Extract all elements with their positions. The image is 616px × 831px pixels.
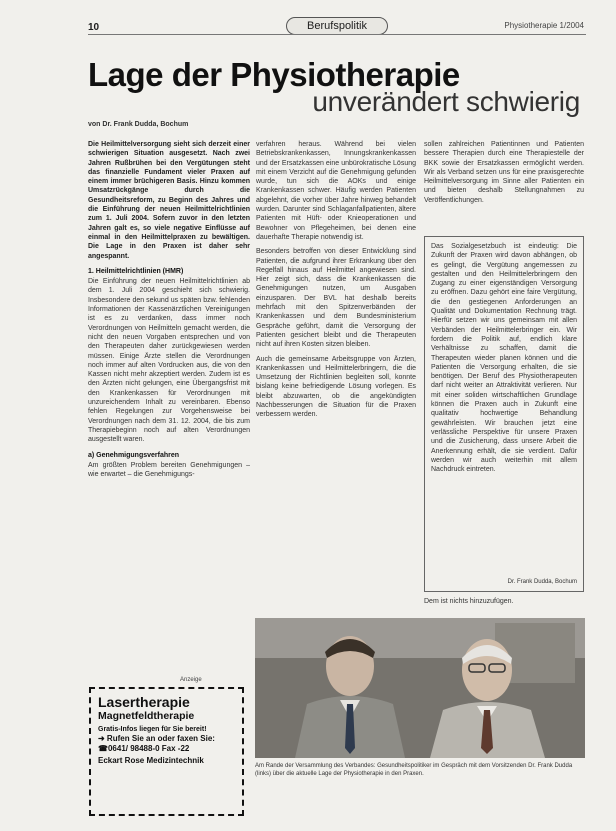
advertisement[interactable] <box>89 687 244 816</box>
article-subtitle: unverändert schwierig <box>312 86 580 117</box>
quote-signature: Dr. Frank Dudda, Bochum <box>507 578 577 585</box>
column-2 <box>256 140 416 615</box>
issue-label: Physiotherapie 1/2004 <box>504 21 584 30</box>
photo-illustration <box>255 618 585 758</box>
ad-call: ➜ Rufen Sie an oder faxen Sie: <box>98 734 215 743</box>
column-3 <box>424 140 584 235</box>
lead-paragraph: Die Heilmittelversorgung sieht sich derzeit einer schwierigen Situation ausgesetzt. Nach zwei Jahren Rußbrühen bei den Vergütungen steht das finanzielle Fundament vieler Praxen auf einem immer brüchigeren Basis. Hinzu kommen Umsatzrückgänge durch die Gesundheitsreform, zu Beginn des Jahres und die Einführung der neuen Heilmittelrichtlinien zum 1. Juli 2004. Sofern zuvor in den letzten Jahren galt es, so viele negative Einflüsse auf einmal in den Heilmittelpraxen zu bewältigen. Die Lage in den Praxen ist daher sehr angespannt. <box>88 141 250 260</box>
page-number: 10 <box>88 22 100 33</box>
article-title: Lage der Physiotherapie <box>88 56 460 93</box>
ad-company: Eckart Rose Medizintechnik <box>98 756 204 765</box>
byline: von Dr. Frank Dudda, Bochum <box>88 121 189 128</box>
ad-headline: Lasertherapie <box>98 694 190 710</box>
header-rule <box>88 34 586 35</box>
ad-subheadline: Magnetfeldtherapie <box>98 710 195 722</box>
body-paragraph: sollen zahlreichen Patientinnen und Patienten bessere Therapien durch eine Therapiestelle der BKK sowie der Ersatzkassen ermöglicht werden. Wir als Verband setzen uns für eine praxisgerechte Heilmittelversorgung im Sinne aller Patienten ein und bieten deshalb Stellungnahmen zu Veröffentlichungen. <box>424 141 584 204</box>
body-paragraph: Am größten Problem bereiten Genehmigungen – wie erwartet – die Genehmigungs- <box>88 461 250 479</box>
ad-phone: ☎0641/ 98488-0 Fax -22 <box>98 744 190 753</box>
body-paragraph: Besonders betroffen von dieser Entwicklung sind Patienten, die aufgrund ihrer Erkrankung über den Regelfall hinaus auf Heilmittel angewiesen sind. Hier zeigt sich, dass die Krankenkassen die Genehmigungen nutzen, um Ausgaben einzusparen. Der BVL hat deshalb bereits mehrfach mit den Spitzenverbänden der Krankenkassen und dem Bundesministerium Gespräche geführt, damit die Versorgung der Patienten gesichert bleibt und die Therapeuten nicht auf ihren Kosten sitzen bleiben. <box>256 248 416 349</box>
closing-line: Dem ist nichts hinzuzufügen. <box>424 598 514 605</box>
section-heading-2: a) Genehmigungsverfahren <box>88 451 180 459</box>
ad-label: Anzeige <box>180 677 202 683</box>
quote-text: Das Sozialgesetzbuch ist eindeutig: Die Zukunft der Praxen wird davon abhängen, ob es gelingt, die Vergütung angemessen zu gestalten und den Heilmittelerbringern den Zugang zu einer eigenständigen Versorgung zu eröffnen. Dazu gehört eine faire Vergütung, die den gestiegenen Anforderungen an Qualität und Dokumentation Rechnung trägt. Hierfür setzen wir uns gemeinsam mit allen Verbänden der Heilmittelerbringer ein. Wir fordern die Politik auf, endlich klare Verhältnisse zu schaffen, damit die Therapeuten wieder planen können und die Patienten die Versorgung erhalten, die sie benötigen. Der Beruf des Physiotherapeuten darf nicht weiter an Attraktivität verlieren. Nur mit einer soliden wirtschaftlichen Grundlage können die Praxen auch in Zukunft eine qualitativ hochwertige Behandlung gewährleisten. Wir brauchen jetzt eine verlässliche Perspektive für unsere Praxen und die Zusicherung, dass unsere Arbeit die Anerkennung erhält, die sie verdient. Dafür werden wir auch weiterhin mit allem Nachdruck eintreten. <box>431 243 577 474</box>
section-tag: Berufspolitik <box>286 17 388 35</box>
photo-caption: Am Rande der Versammlung des Verbandes: Gesundheitspolitiker im Gespräch mit dem Vorsitzenden Dr. Frank Dudda (links) über die aktuelle Lage der Physiotherapie in den Praxen. <box>255 763 573 777</box>
ad-info: Gratis-Infos liegen für Sie bereit! <box>98 726 207 733</box>
column-1 <box>88 140 250 672</box>
body-paragraph: Auch die gemeinsame Arbeitsgruppe von Ärzten, Krankenkassen und Heilmittelerbringern, die die Umsetzung der Richtlinien begleiten soll, konnte bislang keine befriedigende Lösung vorlegen. Es bleibt abzuwarten, ob die angekündigten Nachbesserungen die Situation für die Praxen verbessern werden. <box>256 355 416 419</box>
body-paragraph: verfahren heraus. Während bei vielen Betriebskrankenkassen, Innungskrankenkassen und der Ersatzkassen eine unbürokratische Lösung mit einem Verzicht auf die Genehmigung gefunden wurde, tun sich die AOKs und einige Krankenkassen schwer. Häufig werden Patienten abgelehnt, die vorher über Jahre hinweg behandelt wurden. Darunter sind Schlaganfallpatienten, ältere Patienten mit Hüft- oder Knieoperationen und Bewohner von Pflegeheimen, bei denen eine dauerhafte Therapie notwendig ist. <box>256 141 416 241</box>
article-photo <box>255 618 585 758</box>
quote-box <box>424 236 584 592</box>
body-paragraph: Die Einführung der neuen Heilmittelrichtlinien ab dem 1. Juli 2004 geschieht sich schwierig. Insbesondere den sekund us späten bzw. fehlenden Informationen der Kassenärztlichen Vereinigungen ist es zu verdanken, dass immer noch Verordnungen von Heilmitteln gemacht werden, die nicht den neuen Vorgaben entsprechen und von den Therapeuten daher zurückgewiesen werden müssen. Einige Ärzte stellen die Verordnungen noch immer auf alten Vordrucken aus, die von den Kassen nicht mehr akzeptiert werden. Zudem ist es den Ärzten nicht gelungen, eine Übergangsfrist mit den Krankenkassen für Verordnungen mit unzureichendem Inhalt zu vereinbaren. Ebenso fehlen Regelungen zur Vorgehensweise bei Verordnungen nach dem 31. 12. 2004, die bis zum Therapiebeginn noch auf alten Verordnungen ausgestellt waren. <box>88 278 250 444</box>
section-heading-1: 1. Heilmittelrichtlinien (HMR) <box>88 267 184 275</box>
